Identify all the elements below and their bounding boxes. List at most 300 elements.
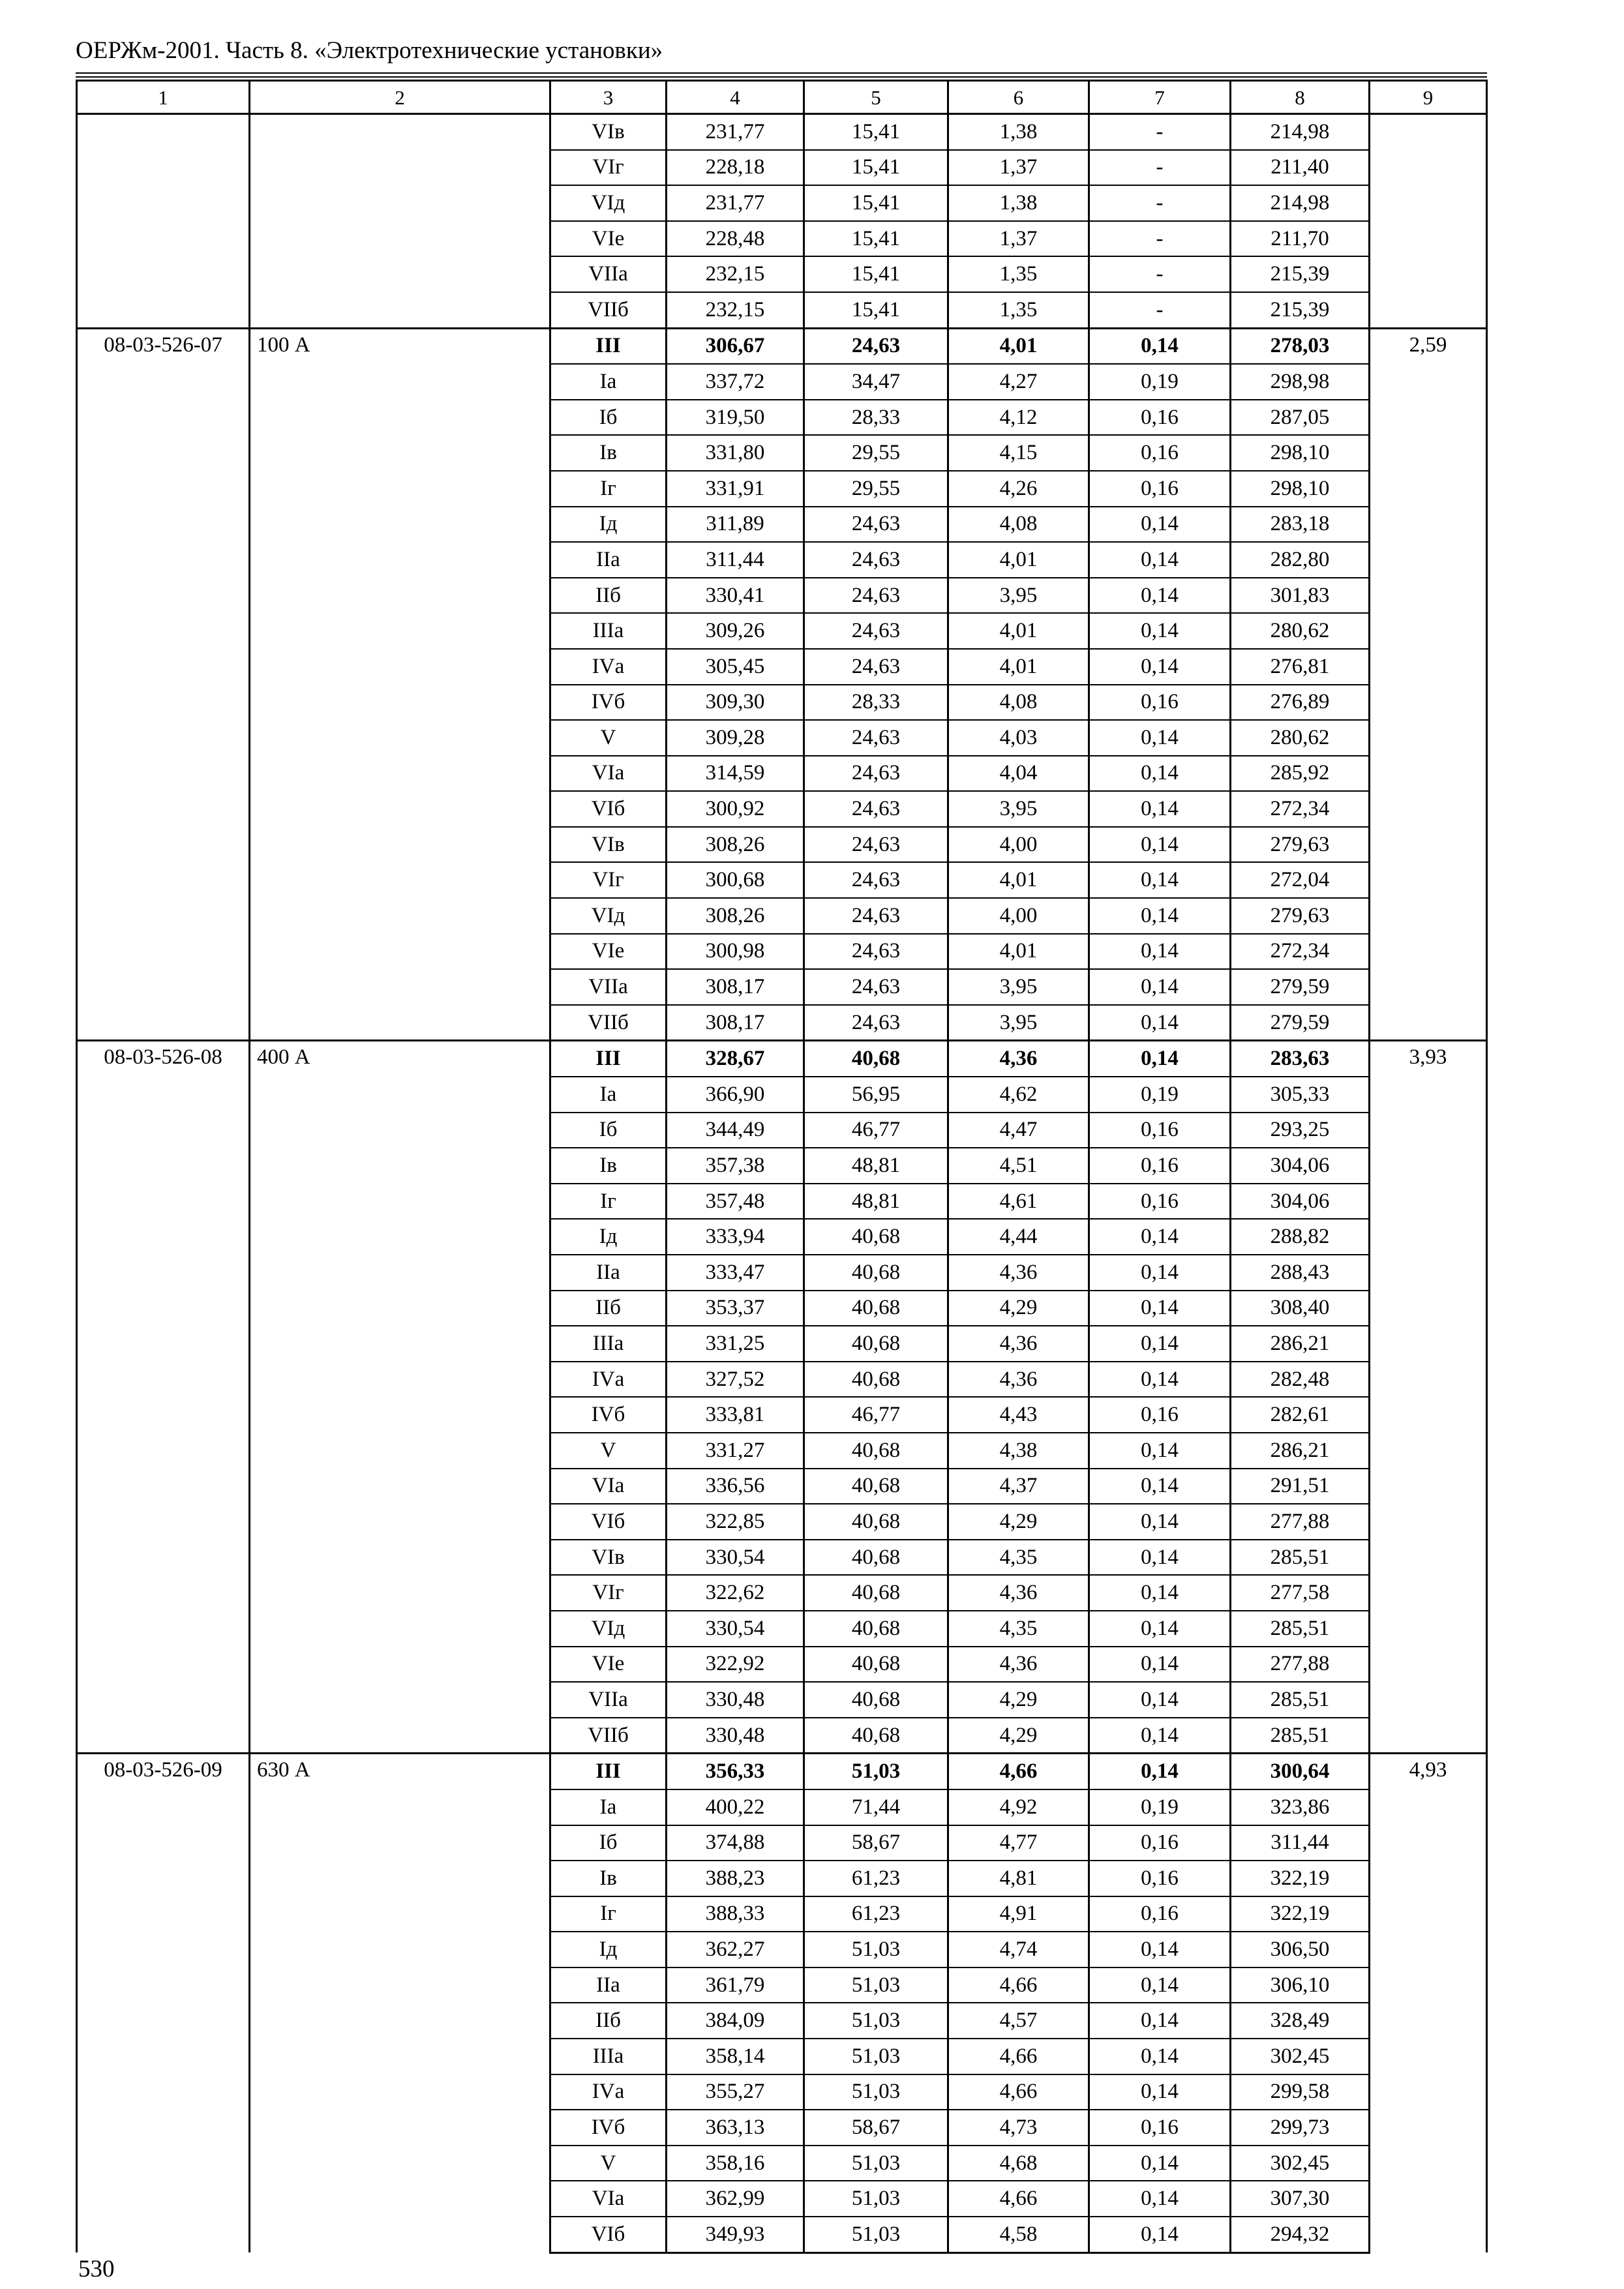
machine-cost-cell: 4,08 [948,685,1089,721]
materials-cost-cell: 304,06 [1231,1184,1370,1219]
materials-cost-cell: 285,51 [1231,1611,1370,1647]
zone-cell: III [550,328,667,364]
materials-cost-cell: 214,98 [1231,114,1370,150]
driver-wage-cell: 0,16 [1089,1896,1231,1932]
total-cost-cell: 330,54 [667,1611,804,1647]
materials-cost-cell: 277,88 [1231,1647,1370,1683]
labor-cost-cell: 24,63 [804,542,948,578]
zone-cell: IIIа [550,2039,667,2074]
column-number: 1 [77,81,250,114]
machine-cost-cell: 4,47 [948,1113,1089,1148]
zone-cell: Iг [550,471,667,507]
materials-cost-cell: 215,39 [1231,292,1370,328]
driver-wage-cell: 0,14 [1089,1682,1231,1718]
labor-cost-cell: 15,41 [804,150,948,186]
machine-cost-cell: 4,08 [948,507,1089,543]
materials-cost-cell: 279,63 [1231,898,1370,934]
zone-cell: VIIа [550,256,667,292]
driver-wage-cell: 0,14 [1089,2217,1231,2252]
total-cost-cell: 314,59 [667,756,804,792]
materials-cost-cell: 272,04 [1231,862,1370,898]
total-cost-cell: 300,68 [667,862,804,898]
machine-cost-cell: 4,27 [948,364,1089,400]
zone-cell: Iг [550,1184,667,1219]
labor-cost-cell: 40,68 [804,1255,948,1291]
driver-wage-cell: 0,14 [1089,827,1231,863]
total-cost-cell: 232,15 [667,256,804,292]
zone-cell: Iг [550,1896,667,1932]
driver-wage-cell: 0,14 [1089,1575,1231,1611]
zone-cell: VIIб [550,292,667,328]
total-cost-cell: 232,15 [667,292,804,328]
zone-cell: IVб [550,2110,667,2146]
machine-cost-cell: 4,29 [948,1682,1089,1718]
driver-wage-cell: 0,14 [1089,1967,1231,2003]
machine-cost-cell: 3,95 [948,1005,1089,1041]
materials-cost-cell: 307,30 [1231,2181,1370,2217]
materials-cost-cell: 279,63 [1231,827,1370,863]
machine-cost-cell: 4,36 [948,1575,1089,1611]
labor-cost-cell: 40,68 [804,1469,948,1504]
labor-cost-cell: 24,63 [804,507,948,543]
driver-wage-cell: 0,14 [1089,1005,1231,1041]
driver-wage-cell: 0,14 [1089,2146,1231,2181]
table-row [77,1041,1487,1077]
table-row [77,328,1487,364]
zone-cell: IIб [550,2003,667,2039]
total-cost-cell: 309,26 [667,613,804,649]
driver-wage-cell: 0,14 [1089,1611,1231,1647]
driver-wage-cell: 0,14 [1089,862,1231,898]
total-cost-cell: 357,48 [667,1184,804,1219]
zone-cell: VIIа [550,1682,667,1718]
labor-cost-cell: 51,03 [804,2217,948,2252]
driver-wage-cell: 0,14 [1089,1540,1231,1576]
machine-cost-cell: 4,66 [948,1967,1089,2003]
materials-cost-cell: 302,45 [1231,2146,1370,2181]
driver-wage-cell: - [1089,185,1231,221]
machine-cost-cell: 1,38 [948,185,1089,221]
total-cost-cell: 336,56 [667,1469,804,1504]
labor-hours-cell: 4,93 [1370,1754,1487,2252]
zone-cell: Iа [550,1077,667,1113]
zone-cell: V [550,720,667,756]
zone-cell: IIIа [550,1326,667,1362]
machine-cost-cell: 4,12 [948,400,1089,436]
zone-cell: V [550,1433,667,1469]
header-rule-double [76,76,1487,78]
driver-wage-cell: 0,14 [1089,1291,1231,1326]
machine-cost-cell: 4,74 [948,1932,1089,1967]
rated-current-cell [250,114,550,329]
column-number-row [77,81,1487,114]
materials-cost-cell: 306,10 [1231,1967,1370,2003]
total-cost-cell: 228,48 [667,221,804,257]
materials-cost-cell: 280,62 [1231,613,1370,649]
column-number: 6 [948,81,1089,114]
driver-wage-cell: 0,16 [1089,2110,1231,2146]
total-cost-cell: 300,92 [667,791,804,827]
zone-cell: IVа [550,1362,667,1398]
labor-cost-cell: 28,33 [804,685,948,721]
machine-cost-cell: 4,35 [948,1611,1089,1647]
total-cost-cell: 362,99 [667,2181,804,2217]
total-cost-cell: 333,47 [667,1255,804,1291]
materials-cost-cell: 291,51 [1231,1469,1370,1504]
driver-wage-cell: 0,16 [1089,1861,1231,1896]
machine-cost-cell: 4,01 [948,328,1089,364]
total-cost-cell: 388,23 [667,1861,804,1896]
total-cost-cell: 231,77 [667,114,804,150]
labor-cost-cell: 61,23 [804,1896,948,1932]
driver-wage-cell: - [1089,221,1231,257]
labor-cost-cell: 15,41 [804,256,948,292]
labor-cost-cell: 24,63 [804,791,948,827]
machine-cost-cell: 4,29 [948,1291,1089,1326]
machine-cost-cell: 4,29 [948,1504,1089,1540]
machine-cost-cell: 4,61 [948,1184,1089,1219]
materials-cost-cell: 285,51 [1231,1718,1370,1754]
total-cost-cell: 353,37 [667,1291,804,1326]
machine-cost-cell: 4,29 [948,1718,1089,1754]
driver-wage-cell: 0,14 [1089,791,1231,827]
labor-cost-cell: 15,41 [804,185,948,221]
total-cost-cell: 300,98 [667,934,804,970]
rated-current-cell: 630 А [250,1754,550,2252]
zone-cell: Iд [550,1219,667,1255]
labor-cost-cell: 29,55 [804,471,948,507]
driver-wage-cell: 0,16 [1089,435,1231,471]
labor-cost-cell: 24,63 [804,578,948,614]
zone-cell: Iа [550,364,667,400]
labor-cost-cell: 24,63 [804,969,948,1005]
total-cost-cell: 331,27 [667,1433,804,1469]
zone-cell: Iб [550,400,667,436]
materials-cost-cell: 323,86 [1231,1789,1370,1825]
total-cost-cell: 308,17 [667,969,804,1005]
materials-cost-cell: 308,40 [1231,1291,1370,1326]
machine-cost-cell: 4,36 [948,1362,1089,1398]
machine-cost-cell: 4,36 [948,1647,1089,1683]
total-cost-cell: 305,45 [667,649,804,685]
machine-cost-cell: 4,01 [948,542,1089,578]
materials-cost-cell: 276,89 [1231,685,1370,721]
column-number: 9 [1370,81,1487,114]
driver-wage-cell: 0,14 [1089,1718,1231,1754]
total-cost-cell: 322,85 [667,1504,804,1540]
zone-cell: IVб [550,685,667,721]
driver-wage-cell: 0,14 [1089,507,1231,543]
materials-cost-cell: 328,49 [1231,2003,1370,2039]
machine-cost-cell: 4,26 [948,471,1089,507]
labor-cost-cell: 58,67 [804,2110,948,2146]
labor-cost-cell: 40,68 [804,1647,948,1683]
driver-wage-cell: 0,14 [1089,1932,1231,1967]
total-cost-cell: 322,62 [667,1575,804,1611]
machine-cost-cell: 4,66 [948,1754,1089,1789]
materials-cost-cell: 299,73 [1231,2110,1370,2146]
machine-cost-cell: 4,37 [948,1469,1089,1504]
price-code-cell: 08-03-526-07 [77,328,250,1041]
zone-cell: VIг [550,150,667,186]
zone-cell: IVа [550,649,667,685]
materials-cost-cell: 298,10 [1231,435,1370,471]
materials-cost-cell: 293,25 [1231,1113,1370,1148]
table-body [77,81,1487,2253]
table-row [77,1754,1487,1789]
machine-cost-cell: 4,91 [948,1896,1089,1932]
labor-cost-cell: 56,95 [804,1077,948,1113]
labor-cost-cell: 40,68 [804,1326,948,1362]
total-cost-cell: 330,41 [667,578,804,614]
driver-wage-cell: 0,14 [1089,2074,1231,2110]
driver-wage-cell: 0,16 [1089,1113,1231,1148]
zone-cell: IIIа [550,613,667,649]
total-cost-cell: 400,22 [667,1789,804,1825]
machine-cost-cell: 1,37 [948,221,1089,257]
driver-wage-cell: 0,14 [1089,756,1231,792]
driver-wage-cell: 0,14 [1089,898,1231,934]
column-number: 7 [1089,81,1231,114]
labor-cost-cell: 24,63 [804,862,948,898]
machine-cost-cell: 4,03 [948,720,1089,756]
total-cost-cell: 231,77 [667,185,804,221]
zone-cell: IIб [550,1291,667,1326]
materials-cost-cell: 272,34 [1231,934,1370,970]
materials-cost-cell: 285,51 [1231,1540,1370,1576]
total-cost-cell: 331,25 [667,1326,804,1362]
total-cost-cell: 357,38 [667,1148,804,1184]
machine-cost-cell: 1,37 [948,150,1089,186]
driver-wage-cell: 0,14 [1089,542,1231,578]
labor-cost-cell: 40,68 [804,1611,948,1647]
total-cost-cell: 356,33 [667,1754,804,1789]
machine-cost-cell: 4,04 [948,756,1089,792]
price-code-cell: 08-03-526-09 [77,1754,250,2252]
rated-current-cell: 100 А [250,328,550,1041]
machine-cost-cell: 4,58 [948,2217,1089,2252]
total-cost-cell: 331,80 [667,435,804,471]
materials-cost-cell: 282,48 [1231,1362,1370,1398]
total-cost-cell: 309,28 [667,720,804,756]
labor-cost-cell: 15,41 [804,292,948,328]
driver-wage-cell: - [1089,292,1231,328]
materials-cost-cell: 301,83 [1231,578,1370,614]
materials-cost-cell: 282,61 [1231,1397,1370,1433]
machine-cost-cell: 4,00 [948,898,1089,934]
machine-cost-cell: 4,81 [948,1861,1089,1896]
zone-cell: VIе [550,1647,667,1683]
materials-cost-cell: 272,34 [1231,791,1370,827]
labor-hours-cell [1370,114,1487,329]
driver-wage-cell: 0,14 [1089,328,1231,364]
labor-cost-cell: 51,03 [804,2146,948,2181]
labor-cost-cell: 40,68 [804,1718,948,1754]
driver-wage-cell: 0,16 [1089,1397,1231,1433]
zone-cell: VIд [550,1611,667,1647]
machine-cost-cell: 4,68 [948,2146,1089,2181]
labor-cost-cell: 58,67 [804,1825,948,1861]
zone-cell: IIа [550,542,667,578]
column-number: 3 [550,81,667,114]
materials-cost-cell: 304,06 [1231,1148,1370,1184]
zone-cell: VIв [550,114,667,150]
machine-cost-cell: 4,01 [948,649,1089,685]
driver-wage-cell: - [1089,150,1231,186]
machine-cost-cell: 4,57 [948,2003,1089,2039]
machine-cost-cell: 4,35 [948,1540,1089,1576]
zone-cell: VIб [550,791,667,827]
total-cost-cell: 330,48 [667,1682,804,1718]
labor-cost-cell: 28,33 [804,400,948,436]
total-cost-cell: 333,94 [667,1219,804,1255]
zone-cell: VIIа [550,969,667,1005]
materials-cost-cell: 311,44 [1231,1825,1370,1861]
driver-wage-cell: 0,14 [1089,1219,1231,1255]
machine-cost-cell: 4,00 [948,827,1089,863]
driver-wage-cell: - [1089,256,1231,292]
machine-cost-cell: 4,38 [948,1433,1089,1469]
materials-cost-cell: 322,19 [1231,1896,1370,1932]
materials-cost-cell: 305,33 [1231,1077,1370,1113]
materials-cost-cell: 214,98 [1231,185,1370,221]
total-cost-cell: 366,90 [667,1077,804,1113]
total-cost-cell: 362,27 [667,1932,804,1967]
labor-cost-cell: 24,63 [804,898,948,934]
materials-cost-cell: 299,58 [1231,2074,1370,2110]
driver-wage-cell: 0,19 [1089,364,1231,400]
zone-cell: III [550,1041,667,1077]
materials-cost-cell: 279,59 [1231,969,1370,1005]
total-cost-cell: 322,92 [667,1647,804,1683]
labor-cost-cell: 15,41 [804,221,948,257]
zone-cell: IIа [550,1255,667,1291]
machine-cost-cell: 4,15 [948,435,1089,471]
materials-cost-cell: 278,03 [1231,328,1370,364]
materials-cost-cell: 211,70 [1231,221,1370,257]
labor-hours-cell: 2,59 [1370,328,1487,1041]
materials-cost-cell: 286,21 [1231,1433,1370,1469]
materials-cost-cell: 280,62 [1231,720,1370,756]
materials-cost-cell: 286,21 [1231,1326,1370,1362]
machine-cost-cell: 4,36 [948,1326,1089,1362]
price-table [76,80,1488,2254]
labor-cost-cell: 24,63 [804,720,948,756]
total-cost-cell: 384,09 [667,2003,804,2039]
machine-cost-cell: 1,35 [948,256,1089,292]
zone-cell: Iд [550,1932,667,1967]
materials-cost-cell: 298,98 [1231,364,1370,400]
driver-wage-cell: 0,14 [1089,2181,1231,2217]
driver-wage-cell: 0,14 [1089,613,1231,649]
machine-cost-cell: 4,77 [948,1825,1089,1861]
total-cost-cell: 331,91 [667,471,804,507]
machine-cost-cell: 4,73 [948,2110,1089,2146]
materials-cost-cell: 283,18 [1231,507,1370,543]
labor-cost-cell: 40,68 [804,1504,948,1540]
driver-wage-cell: 0,14 [1089,934,1231,970]
zone-cell: IVа [550,2074,667,2110]
labor-cost-cell: 51,03 [804,2003,948,2039]
labor-cost-cell: 40,68 [804,1362,948,1398]
machine-cost-cell: 4,01 [948,613,1089,649]
total-cost-cell: 319,50 [667,400,804,436]
driver-wage-cell: 0,14 [1089,578,1231,614]
labor-cost-cell: 51,03 [804,2039,948,2074]
total-cost-cell: 358,14 [667,2039,804,2074]
driver-wage-cell: 0,14 [1089,2003,1231,2039]
machine-cost-cell: 4,92 [948,1789,1089,1825]
materials-cost-cell: 306,50 [1231,1932,1370,1967]
driver-wage-cell: 0,14 [1089,1504,1231,1540]
materials-cost-cell: 285,51 [1231,1682,1370,1718]
zone-cell: VIг [550,862,667,898]
zone-cell: VIа [550,1469,667,1504]
zone-cell: VIIб [550,1718,667,1754]
driver-wage-cell: 0,19 [1089,1077,1231,1113]
labor-cost-cell: 15,41 [804,114,948,150]
labor-cost-cell: 51,03 [804,2074,948,2110]
driver-wage-cell: 0,16 [1089,471,1231,507]
machine-cost-cell: 4,66 [948,2074,1089,2110]
labor-cost-cell: 51,03 [804,1754,948,1789]
materials-cost-cell: 300,64 [1231,1754,1370,1789]
page-number: 530 [78,2256,115,2282]
zone-cell: VIе [550,221,667,257]
materials-cost-cell: 298,10 [1231,471,1370,507]
total-cost-cell: 330,48 [667,1718,804,1754]
driver-wage-cell: 0,16 [1089,1148,1231,1184]
labor-cost-cell: 71,44 [804,1789,948,1825]
labor-cost-cell: 34,47 [804,364,948,400]
total-cost-cell: 358,16 [667,2146,804,2181]
materials-cost-cell: 282,80 [1231,542,1370,578]
total-cost-cell: 388,33 [667,1896,804,1932]
total-cost-cell: 306,67 [667,328,804,364]
labor-cost-cell: 40,68 [804,1219,948,1255]
machine-cost-cell: 4,01 [948,934,1089,970]
materials-cost-cell: 294,32 [1231,2217,1370,2252]
machine-cost-cell: 1,38 [948,114,1089,150]
driver-wage-cell: 0,14 [1089,1754,1231,1789]
labor-cost-cell: 46,77 [804,1113,948,1148]
labor-cost-cell: 24,63 [804,328,948,364]
labor-cost-cell: 24,63 [804,649,948,685]
materials-cost-cell: 283,63 [1231,1041,1370,1077]
zone-cell: VIе [550,934,667,970]
labor-cost-cell: 24,63 [804,827,948,863]
total-cost-cell: 328,67 [667,1041,804,1077]
zone-cell: V [550,2146,667,2181]
driver-wage-cell: 0,14 [1089,1469,1231,1504]
total-cost-cell: 355,27 [667,2074,804,2110]
machine-cost-cell: 4,36 [948,1041,1089,1077]
total-cost-cell: 311,89 [667,507,804,543]
driver-wage-cell: - [1089,114,1231,150]
total-cost-cell: 308,26 [667,898,804,934]
total-cost-cell: 228,18 [667,150,804,186]
labor-cost-cell: 51,03 [804,2181,948,2217]
labor-cost-cell: 48,81 [804,1148,948,1184]
labor-cost-cell: 61,23 [804,1861,948,1896]
labor-cost-cell: 48,81 [804,1184,948,1219]
zone-cell: Iв [550,435,667,471]
labor-cost-cell: 29,55 [804,435,948,471]
labor-cost-cell: 40,68 [804,1291,948,1326]
driver-wage-cell: 0,14 [1089,969,1231,1005]
total-cost-cell: 330,54 [667,1540,804,1576]
total-cost-cell: 327,52 [667,1362,804,1398]
